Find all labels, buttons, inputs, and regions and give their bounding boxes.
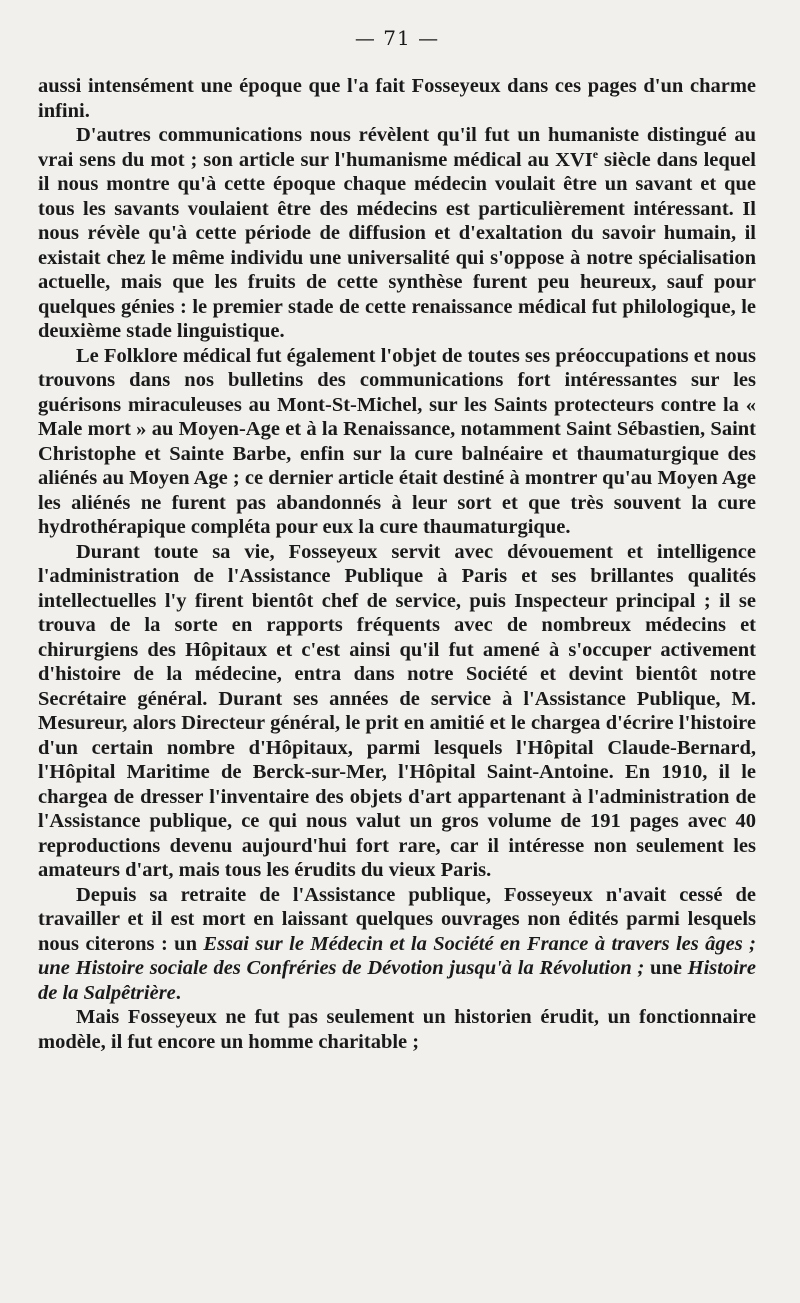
page-number: — 71 — (354, 26, 440, 50)
paragraph-6: Mais Fosseyeux ne fut pas seulement un historien érudit, un fonctionnaire modèle, il fut encore un homme charitable ; (38, 1006, 756, 1053)
paragraph-5-text-mid: une (644, 957, 688, 979)
paragraph-1: aussi intensément une époque que l'a fait Fosseyeux dans ces pages d'un charme infini. (38, 75, 756, 122)
paragraph-2 (38, 123, 756, 344)
paragraph-5 (38, 883, 756, 1006)
unpublished-work-titles: Essai sur le Médecin et la Société en France à travers les âges ; une Histoire sociale des Confréries de Dévotion jusqu'à la Révolution ; (38, 932, 756, 979)
paragraph-2-text-b: siècle dans lequel il nous montre qu'à cette époque chaque médecin voulait être un savant et que tous les savants voulaient être des médecins est particulièrement intéressant. Il nous révèle qu'à cette période de diffusion et d'exaltation du savoir humain, il existait chez le même individu une universalité qui s'oppose à notre spécialisation actuelle, mais que les fruits de cette synthèse furent peu heureux, sauf pour quelques génies : le premier stade de cette renaissance médical fut philologique, le deuxième stade linguistique. (38, 148, 756, 342)
century-superscript: e (592, 146, 599, 161)
paragraph-5-text-end: . (175, 981, 181, 1004)
paragraph-4: Durant toute sa vie, Fosseyeux servit avec dévouement et intelligence l'administration de l'Assistance Publique à Paris et ses brillantes qualités intellectuelles l'y firent bientôt chef de service, puis Inspecteur principal ; il se trouva de la sorte en rapports fréquents avec de nombreux médecins et chirurgiens des Hôpitaux et c'est ainsi qu'il fut amené à s'occuper activement d'histoire de la médecine, entra dans notre Société et devint bientôt notre Secrétaire général. Durant ses années de service à l'Assistance Publique, M. Mesureur, alors Directeur général, le prit en amitié et le chargea d'écrire l'histoire d'un certain nombre d'Hôpitaux, parmi lesquels l'Hôpital Claude-Bernard, l'Hôpital Maritime de Berck-sur-Mer, l'Hôpital Saint-Antoine. En 1910, il le chargea de dresser l'inventaire des objets d'art appartenant à l'administration de l'Assistance publique, ce qui nous valut un gros volume de 191 pages avec 40 reproductions devenu aujourd'hui fort rare, car il intéresse non seulement les amateurs d'art, mais tous les érudits du vieux Paris. (38, 540, 756, 881)
paragraph-3: Le Folklore médical fut également l'objet de toutes ses préoccupations et nous trouvons dans nos bulletins des communications fort intéressantes sur les guérisons miraculeuses au Mont-St-Michel, sur les Saints protecteurs contre la « Male mort » au Moyen-Age et à la Renaissance, notamment Saint Sébastien, Saint Christophe et Sainte Barbe, enfin sur la cure balnéaire et thaumaturgique des aliénés au Moyen Age ; ce dernier article était destiné à montrer qu'au Moyen Age les aliénés ne furent pas abandonnés à leur sort et que très souvent la cure hydrothérapique compléta pour eux la cure thaumaturgique. (38, 344, 756, 538)
paragraph-5-text: Depuis sa retraite de l'Assistance publique, Fosseyeux n'avait cessé de travailler et il est mort en laissant quelques ouvrages non édités parmi lesquels nous citerons : un (38, 883, 756, 955)
paragraph-2-text-a: D'autres communications nous révèlent qu'il fut un humaniste distingué au vrai sens du mot ; son article sur l'humanisme médical au XVI (38, 124, 756, 171)
salpetriere-title: Histoire de la Salpêtrière (38, 957, 756, 1004)
